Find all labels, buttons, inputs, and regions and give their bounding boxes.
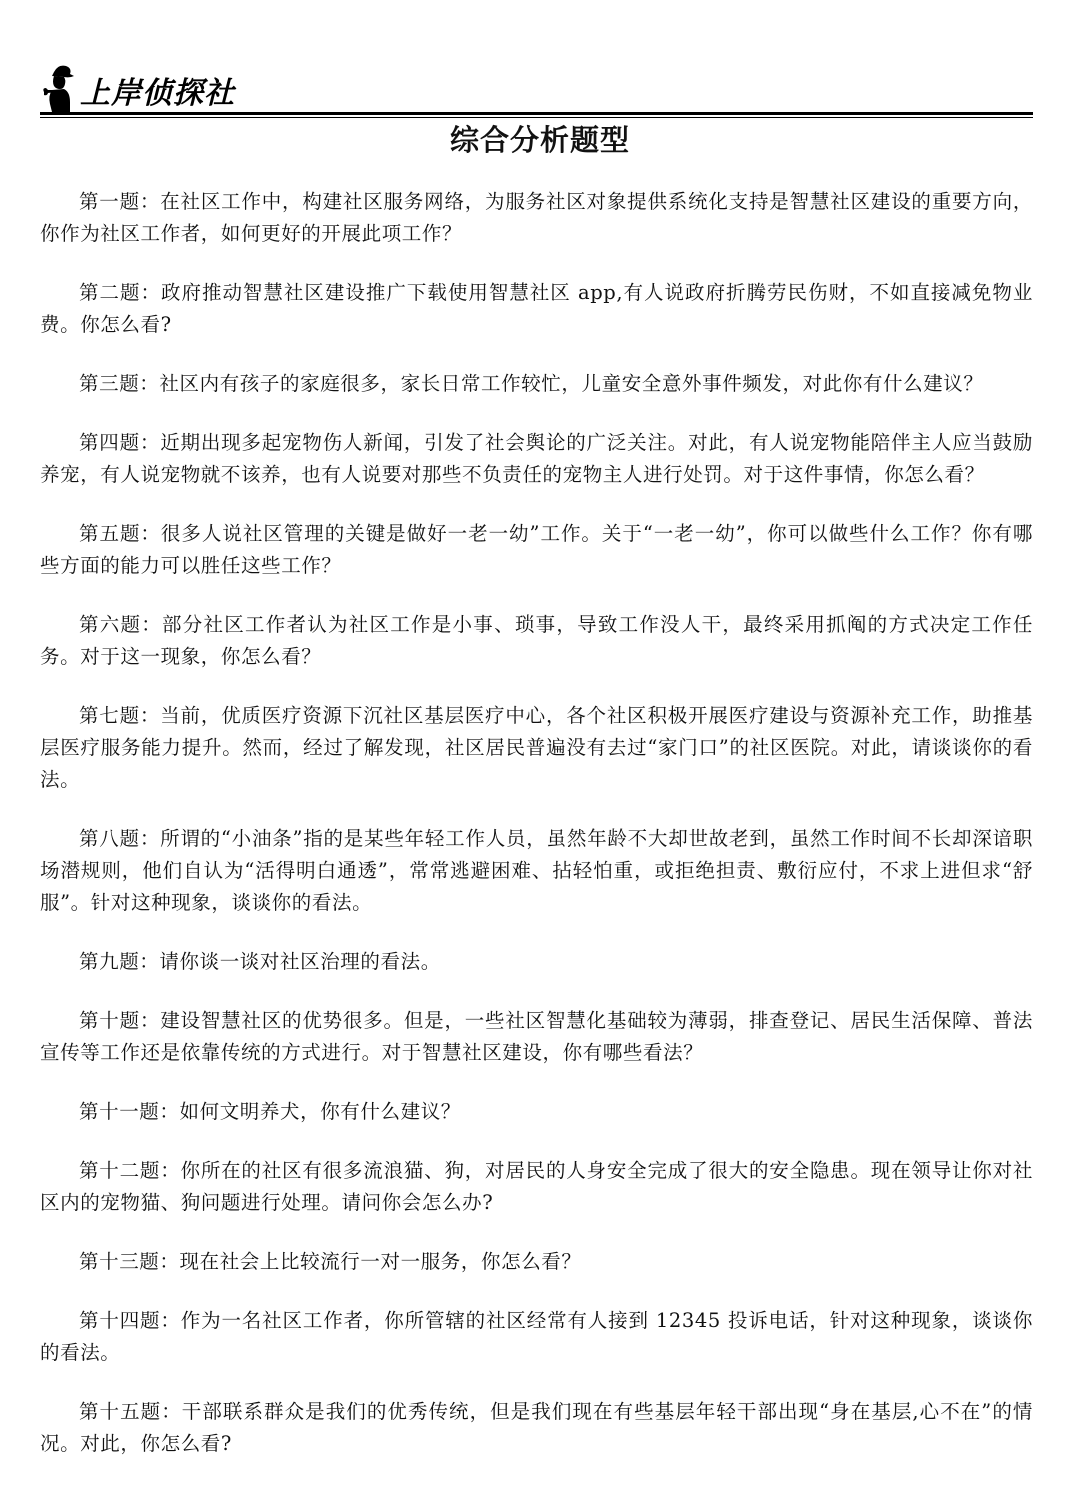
question-2: 第二题：政府推动智慧社区建设推广下载使用智慧社区 app,有人说政府折腾劳民伤财，不如直接减免物业费。你怎么看? (40, 281, 1033, 336)
question-1: 第一题：在社区工作中，构建社区服务网络，为服务社区对象提供系统化支持是智慧社区建设的重要方向，你作为社区工作者，如何更好的开展此项工作？ (40, 190, 1033, 245)
page-title: 综合分析题型 (449, 123, 630, 157)
question-11: 第十一题：如何文明养犬，你有什么建议？ (79, 1100, 461, 1123)
page-header (40, 62, 1033, 118)
question-14: 第十四题：作为一名社区工作者，你所管辖的社区经常有人接到 12345 投诉电话，针对这种现象，谈谈你的看法。 (40, 1309, 1033, 1364)
header-rule-thin (40, 117, 1033, 118)
question-3: 第三题：社区内有孩子的家庭很多，家长日常工作较忙，儿童安全意外事件频发，对此你有什么建议？ (79, 372, 984, 395)
question-10: 第十题：建设智慧社区的优势很多。但是，一些社区智慧化基础较为薄弱，排查登记、居民生活保障、普法宣传等工作还是依靠传统的方式进行。对于智慧社区建设，你有哪些看法？ (40, 1009, 1033, 1064)
header-rule-thick (40, 112, 1033, 115)
brand-name: 上岸侦探社 (80, 76, 235, 111)
question-12: 第十二题：你所在的社区有很多流浪猫、狗，对居民的人身安全完成了很大的安全隐患。现在领导让你对社区内的宠物猫、狗问题进行处理。请问你会怎么办? (40, 1159, 1033, 1214)
question-5: 第五题：很多人说社区管理的关键是做好一老一幼”工作。关于“一老一幼”，你可以做些什么工作？你有哪些方面的能力可以胜任这些工作？ (40, 522, 1033, 577)
question-15: 第十五题：干部联系群众是我们的优秀传统，但是我们现在有些基层年轻干部出现“身在基层,心不在”的情况。对此，你怎么看? (40, 1400, 1033, 1455)
question-13: 第十三题：现在社会上比较流行一对一服务，你怎么看？ (79, 1250, 582, 1273)
question-list (40, 186, 1033, 1487)
detective-silhouette-icon (40, 62, 80, 114)
question-9: 第九题：请你谈一谈对社区治理的看法。 (79, 950, 441, 973)
question-4: 第四题：近期出现多起宠物伤人新闻，引发了社会舆论的广泛关注。对此，有人说宠物能陪伴主人应当鼓励养宠，有人说宠物就不该养，也有人说要对那些不负责任的宠物主人进行处罚。对于这件事情，你怎么看？ (40, 431, 1033, 486)
brand-logo (40, 62, 235, 114)
question-7: 第七题：当前，优质医疗资源下沉社区基层医疗中心，各个社区积极开展医疗建设与资源补充工作，助推基层医疗服务能力提升。然而，经过了解发现，社区居民普遍没有去过“家门口”的社区医院。对此，请谈谈你的看法。 (40, 704, 1033, 791)
question-6: 第六题：部分社区工作者认为社区工作是小事、琐事，导致工作没人干，最终采用抓阄的方式决定工作任务。对于这一现象，你怎么看？ (40, 613, 1033, 668)
question-8: 第八题：所谓的“小油条”指的是某些年轻工作人员，虽然年龄不大却世故老到，虽然工作时间不长却深谙职场潜规则，他们自认为“活得明白通透”，常常逃避困难、拈轻怕重，或拒绝担责、敷衍应付，不求上进但求“舒服”。针对这种现象，谈谈你的看法。 (40, 827, 1033, 914)
